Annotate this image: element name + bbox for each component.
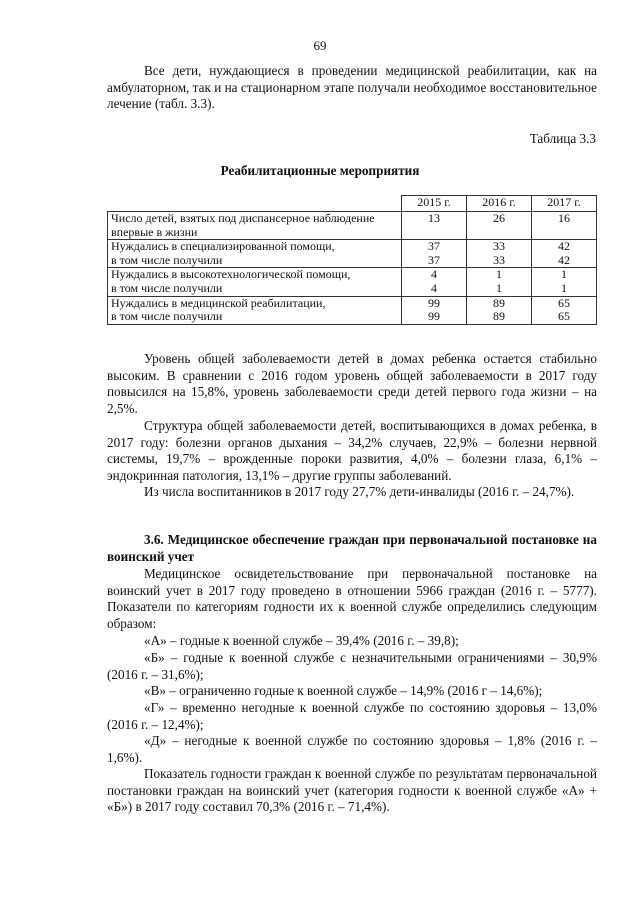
table-caption: Таблица 3.3 bbox=[529, 131, 596, 146]
category-item: «В» – ограниченно годные к военной службе – 14,9% (2016 г – 14,6%); bbox=[144, 683, 543, 698]
row-label bbox=[108, 268, 402, 296]
cell-value: 89 bbox=[493, 295, 505, 310]
row-label bbox=[108, 212, 402, 240]
cell-value: 42 bbox=[558, 252, 570, 267]
body-paragraph: Медицинское освидетельствование при первоначальной постановке на воинский учет в 2017 году проведено в отношении 5966 граждан (2016 г. – 5777). Показатели по категориям годности их к военной службе определились следующим образом: bbox=[107, 566, 597, 631]
category-item: «Г» – временно негодные к военной службе по состоянию здоровья – 13,0% (2016 г. – 12,4%); bbox=[107, 700, 597, 732]
cell-value: 26 bbox=[493, 211, 505, 225]
page-number: 69 bbox=[313, 38, 327, 53]
cell-value: 1 bbox=[561, 267, 567, 282]
table-row bbox=[108, 212, 597, 240]
cell-value: 4 bbox=[431, 267, 437, 282]
table-header-year: 2016 г. bbox=[467, 196, 532, 212]
row-label bbox=[108, 296, 402, 324]
table-cell bbox=[467, 296, 532, 324]
table-header-blank bbox=[108, 196, 402, 212]
table-cell bbox=[402, 212, 467, 240]
row-label-line: в том числе получили bbox=[111, 252, 223, 267]
table-title: Реабилитационные мероприятия bbox=[220, 163, 420, 178]
row-label-line: впервые в жизни bbox=[111, 224, 198, 239]
cell-value: 16 bbox=[558, 211, 570, 225]
cell-value: 65 bbox=[558, 309, 570, 324]
table-row bbox=[108, 296, 597, 324]
row-label-line: в том числе получили bbox=[111, 280, 223, 295]
cell-value: 1 bbox=[496, 280, 502, 295]
table-header-year: 2015 г. bbox=[402, 196, 467, 212]
cell-value: 42 bbox=[558, 239, 570, 254]
row-label-line: Нуждались в медицинской реабилитации, bbox=[111, 295, 326, 310]
category-item: «Б» – годные к военной службе с незначительными ограничениями – 30,9% (2016 г. – 31,6%); bbox=[107, 650, 597, 682]
cell-value: 13 bbox=[428, 211, 440, 225]
table-header-year: 2017 г. bbox=[532, 196, 597, 212]
table-cell bbox=[532, 268, 597, 296]
row-label-line: Число детей, взятых под диспансерное наблюдение bbox=[111, 211, 375, 225]
table-header-row bbox=[108, 196, 597, 212]
row-label-line: Нуждались в высокотехнологической помощи, bbox=[111, 267, 351, 282]
table-cell bbox=[467, 212, 532, 240]
intro-paragraph: Все дети, нуждающиеся в проведении медицинской реабилитации, как на амбулаторном, так и на стационарном этапе получали необходимое восстановительное лечение (табл. 3.3). bbox=[107, 63, 597, 112]
table-cell bbox=[467, 268, 532, 296]
table-cell bbox=[532, 296, 597, 324]
table-cell bbox=[532, 212, 597, 240]
row-label-line: Нуждались в специализированной помощи, bbox=[111, 239, 335, 254]
table-cell bbox=[402, 268, 467, 296]
rehabilitation-table bbox=[107, 195, 597, 325]
section-heading: 3.6. Медицинское обеспечение граждан при первоначальной постановке на воинский учет bbox=[107, 532, 597, 564]
cell-value: 1 bbox=[561, 280, 567, 295]
body-paragraph: Из числа воспитанников в 2017 году 27,7% дети-инвалиды (2016 г. – 24,7%). bbox=[144, 484, 575, 499]
table-cell bbox=[402, 240, 467, 268]
table-cell bbox=[467, 240, 532, 268]
table-row bbox=[108, 240, 597, 268]
body-paragraph: Показатель годности граждан к военной службе по результатам первоначальной постановки граждан на воинский учет (категория годности к военной службе «А» + «Б») в 2017 году составил 70,3% (2016 г. – 71,4%). bbox=[107, 766, 597, 815]
cell-value: 33 bbox=[493, 252, 505, 267]
category-item: «А» – годные к военной службе – 39,4% (2016 г. – 39,8); bbox=[144, 633, 459, 648]
row-label-line: в том числе получили bbox=[111, 309, 223, 324]
cell-value: 37 bbox=[428, 252, 440, 267]
table-row bbox=[108, 268, 597, 296]
cell-value: 4 bbox=[431, 280, 437, 295]
cell-value: 89 bbox=[493, 309, 505, 324]
cell-value: 99 bbox=[428, 309, 440, 324]
cell-value: 1 bbox=[496, 267, 502, 282]
cell-value: 37 bbox=[428, 239, 440, 254]
category-item: «Д» – негодные к военной службе по состоянию здоровья – 1,8% (2016 г. – 1,6%). bbox=[107, 733, 597, 765]
cell-value: 33 bbox=[493, 239, 505, 254]
cell-value: 99 bbox=[428, 295, 440, 310]
table-cell bbox=[532, 240, 597, 268]
row-label bbox=[108, 240, 402, 268]
body-paragraph: Уровень общей заболеваемости детей в домах ребенка остается стабильно высоким. В сравнении с 2016 годом уровень общей заболеваемости в 2017 году повысился на 15,8%, уровень заболеваемости среди детей первого года жизни – на 2,5%. bbox=[107, 351, 597, 416]
table-cell bbox=[402, 296, 467, 324]
cell-value: 65 bbox=[558, 295, 570, 310]
body-paragraph: Структура общей заболеваемости детей, воспитывающихся в домах ребенка, в 2017 году: болезни органов дыхания – 34,2% случаев, 22,9% – болезни нервной системы, 19,7% – врожденные пороки развития, 4,0% – болезни глаза, 6,1% – эндокринная патология, 13,1% – другие группы заболеваний. bbox=[107, 418, 597, 483]
